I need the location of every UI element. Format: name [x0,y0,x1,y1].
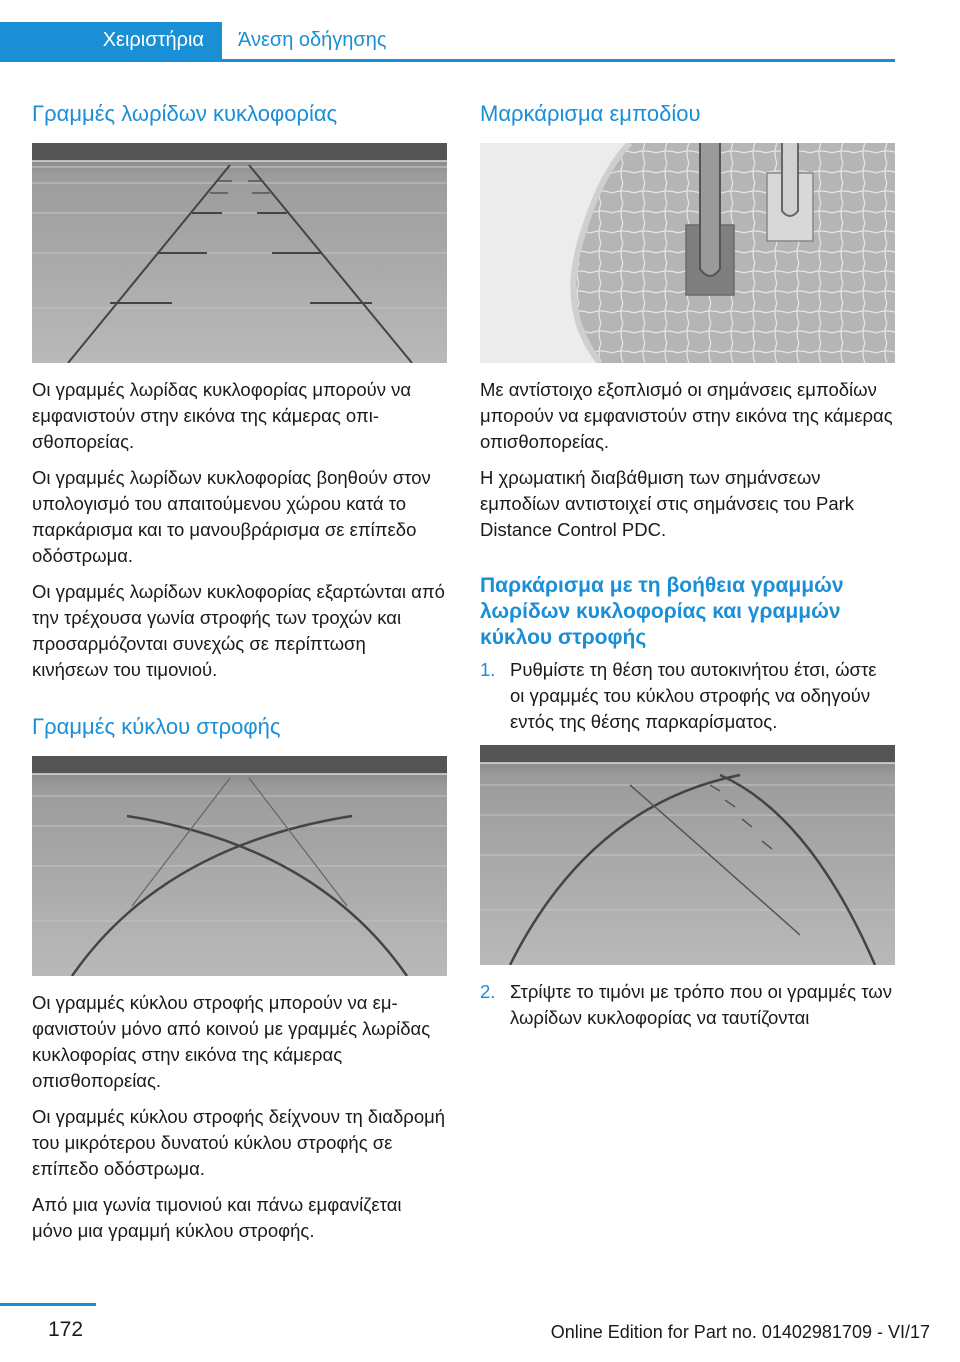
edition-info: Online Edition for Part no. 01402981709 - VI/17 [550,1322,930,1342]
lane-lines-paragraph-3: Οι γραμμές λωρίδων κυκλοφορίας εξαρτώνται από την τρέχουσα γωνία στροφής των τροχών και προσαρμόζονται συνεχώς σε περίπτωση κινήσεων του τιμονιού. [32,581,445,680]
step-2-number: 2. [480,981,496,1002]
lane-lines-paragraph-1: Οι γραμμές λωρίδας κυκλοφορίας μπορούν να εμφανιστούν στην εικόνα της κάμερας οπισθοπορείας. [32,379,412,452]
turning-circle-heading: Γραμμές κύκλου στροφής [32,714,281,739]
parking-assist-heading: Παρκάρισμα με τη βοήθεια γραμμών λωρίδων κυκλοφορίας και γραμμών κύκλου στροφής [480,574,844,649]
turning-circle-paragraph-1: Οι γραμμές κύκλου στροφής μπορούν να εμφανιστούν μόνο από κοινού με γραμμές λωρίδας κυκλοφορίας στην εικόνα της κάμερας οπισθοπορείας. [32,992,431,1091]
obstacle-marking-heading: Μαρκάρισμα εμποδίου [480,101,701,126]
turning-circle-paragraph-3: Από μια γωνία τιμονιού και πάνω εμφανίζεται μόνο μια γραμμή κύκλου στροφής. [32,1194,402,1241]
lane-lines-figure [32,143,447,363]
turning-circle-figure [32,756,447,976]
step-1 [480,657,895,735]
turning-circle-paragraph-2: Οι γραμμές κύκλου στροφής δείχνουν τη διαδρομή του μικρότερου δυνατού κύκλου στροφής σε επίπεδο οδόστρωμα. [32,1106,446,1179]
obstacle-paragraph-1: Με αντίστοιχο εξοπλισμό οι σημάνσεις εμποδίων μπορούν να εμφανιστούν στην εικόνα της κάμερας οπισθοπορείας. [480,379,893,452]
step-2 [480,979,895,1031]
tab-driving-comfort[interactable]: Άνεση οδήγησης [238,29,387,51]
step-1-number: 1. [480,659,496,680]
lane-lines-heading: Γραμμές λωρίδων κυκλοφορίας [32,101,338,126]
left-column [32,100,447,1254]
step-2-text: Στρίψτε το τιμόνι με τρόπο που οι γραμμές των λωρίδων κυκλοφορίας να ταυτίζονται [510,981,892,1028]
step-1-text: Ρυθμίστε τη θέση του αυτοκινήτου έτσι, ώστε οι γραμμές του κύκλου στροφής να οδηγούν εντός της θέσης παρκαρίσματος. [510,659,877,732]
page-number: 172 [48,1318,84,1341]
obstacle-marking-figure [480,143,895,363]
header-tab-bar [0,22,895,62]
footer-rule [0,1303,96,1306]
right-column [480,100,895,1041]
obstacle-paragraph-2: Η χρωματική διαβάθμιση των σημάνσεων εμποδίων αντιστοιχεί στις σημάνσεις του Park Distance Control PDC. [480,467,855,540]
tab-controls[interactable]: Χειριστήρια [0,22,222,59]
parking-lines-figure [480,745,895,965]
lane-lines-paragraph-2: Οι γραμμές λωρίδων κυκλοφορίας βοηθούν στον υπολογισμό του απαιτούμενου χώρου κατά το παρκάρισμα και το μανουβράρισμα σε επίπεδο οδόστρωμα. [32,467,431,566]
